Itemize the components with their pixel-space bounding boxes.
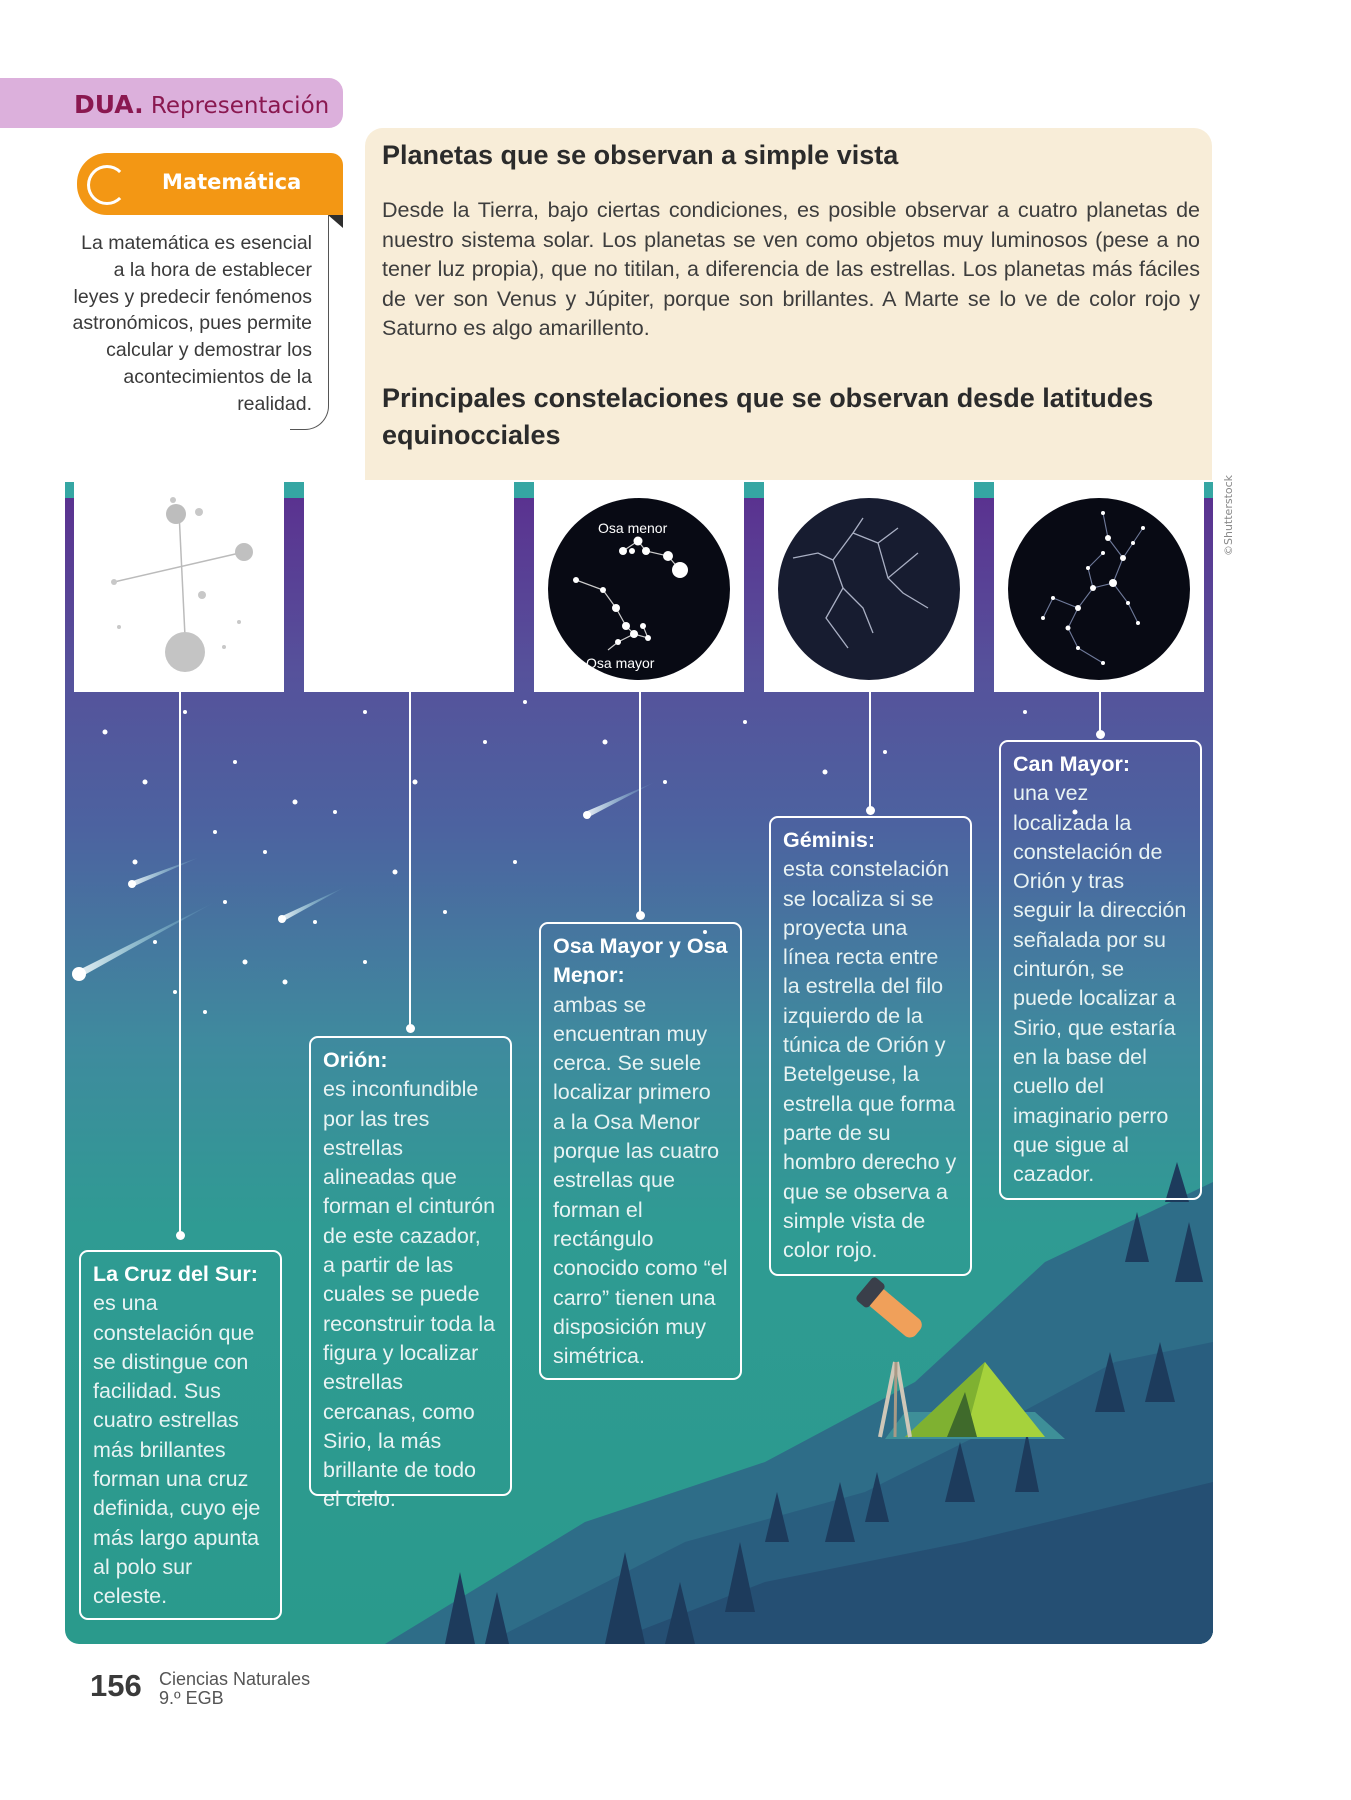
box-text: es una constelación que se distingue con facilidad. Sus cuatro estrellas más brillantes forman una cruz definida, cuyo eje más largo apunta al polo sur celeste.: [93, 1291, 261, 1609]
panel-osa-mayor-menor: [534, 482, 744, 692]
stem-can: [1099, 692, 1101, 735]
dua-label: Representación: [150, 93, 330, 119]
heading-constelaciones: Principales constelaciones que se observan desde latitudes equinocciales: [382, 383, 1154, 450]
c-logo-icon: [87, 165, 127, 205]
photo-credit: ©Shutterstock: [1222, 474, 1235, 556]
panel-can-mayor: [994, 482, 1204, 692]
matematica-title: Matemática: [162, 170, 302, 194]
box-cruz-del-sur: [79, 1250, 282, 1620]
panel-cruz-del-sur: [74, 482, 284, 692]
footer-subject: Ciencias Naturales: [159, 1669, 311, 1689]
can-mayor-diagram: [1008, 498, 1190, 680]
dua-prefix: DUA.: [74, 90, 144, 119]
footer-grade: 9.º EGB: [159, 1688, 224, 1708]
stem-dot-can: [1096, 730, 1105, 739]
footer-text: [159, 1670, 310, 1708]
matematica-text: La matemática es esencial a la hora de establecer leyes y predecir fenómenos astronómicos, pues permite calcular y demostrar los acontecimientos de la realidad.: [72, 232, 312, 415]
box-osa: [539, 922, 742, 1380]
stem-osa: [639, 692, 641, 917]
box-text: esta constelación se localiza si se proyecta una línea recta entre la estrella del filo izquierdo de la túnica de Orión y Betelgeuse, la estrella que forma parte de su hombro derecho y que se observa a simple vista de color rojo.: [783, 857, 957, 1263]
cruz-del-sur-diagram: [74, 482, 284, 692]
osa-menor-label: Osa menor: [598, 520, 668, 536]
box-geminis: [769, 816, 972, 1276]
panel-geminis: [764, 482, 974, 692]
box-title: Orión:: [323, 1048, 388, 1072]
stem-orion: [409, 692, 411, 1029]
paragraph-planetas: Desde la Tierra, bajo ciertas condiciones, es posible observar a cuatro planetas de nuestro sistema solar. Los planetas se ven como objetos muy luminosos (pese a no tener luz propia), que no titilan, a diferencia de las estrellas. Los planetas más fáciles de ver son Venus y Júpiter, porque son brillantes. A Marte se lo ve de color rojo y Saturno es algo amarillento.: [382, 198, 1200, 341]
osa-mayor-label: Osa mayor: [586, 655, 655, 671]
stem-dot-osa: [636, 911, 645, 920]
stem-dot-geminis: [866, 806, 875, 815]
box-title: Osa Mayor y Osa Menor:: [553, 934, 728, 988]
dua-tab: [0, 78, 343, 128]
box-title: La Cruz del Sur:: [93, 1262, 258, 1286]
box-title: Can Mayor:: [1013, 752, 1131, 776]
box-text: una vez localizada la constelación de Orión y tras seguir la dirección señalada por su cinturón, se puede localizar a Sirio, que estaría en la base del cuello del imaginario perro que sigue al cazador.: [1013, 781, 1187, 1187]
stem-dot-cruz: [176, 1231, 185, 1240]
box-text: ambas se encuentran muy cerca. Se suele localizar primero a la Osa Menor porque las cuatro estrellas que forman el rectángulo conocido como “el carro” tienen una disposición muy simétrica.: [553, 992, 728, 1369]
box-orion: [309, 1036, 512, 1512]
osa-diagram: [548, 498, 730, 680]
page-number: 156: [90, 1668, 142, 1703]
box-title: Géminis:: [783, 828, 875, 852]
stem-cruz: [179, 692, 181, 1235]
geminis-diagram: [778, 498, 960, 680]
heading-planetas: Planetas que se observan a simple vista: [382, 140, 899, 170]
box-can-mayor: [999, 740, 1202, 1200]
box-text: es inconfundible por las tres estrellas alineadas que forman el cinturón de este cazador, a partir de las cuales se puede reconstruir toda la figura y localizar estrellas cercanas, como Sirio, la más brillante de todo el cielo.: [323, 1077, 496, 1512]
stem-geminis: [869, 692, 871, 812]
header-fold: [328, 215, 343, 228]
stem-dot-orion: [406, 1024, 415, 1033]
panel-orion: [304, 482, 514, 692]
matematica-header: [77, 153, 343, 215]
